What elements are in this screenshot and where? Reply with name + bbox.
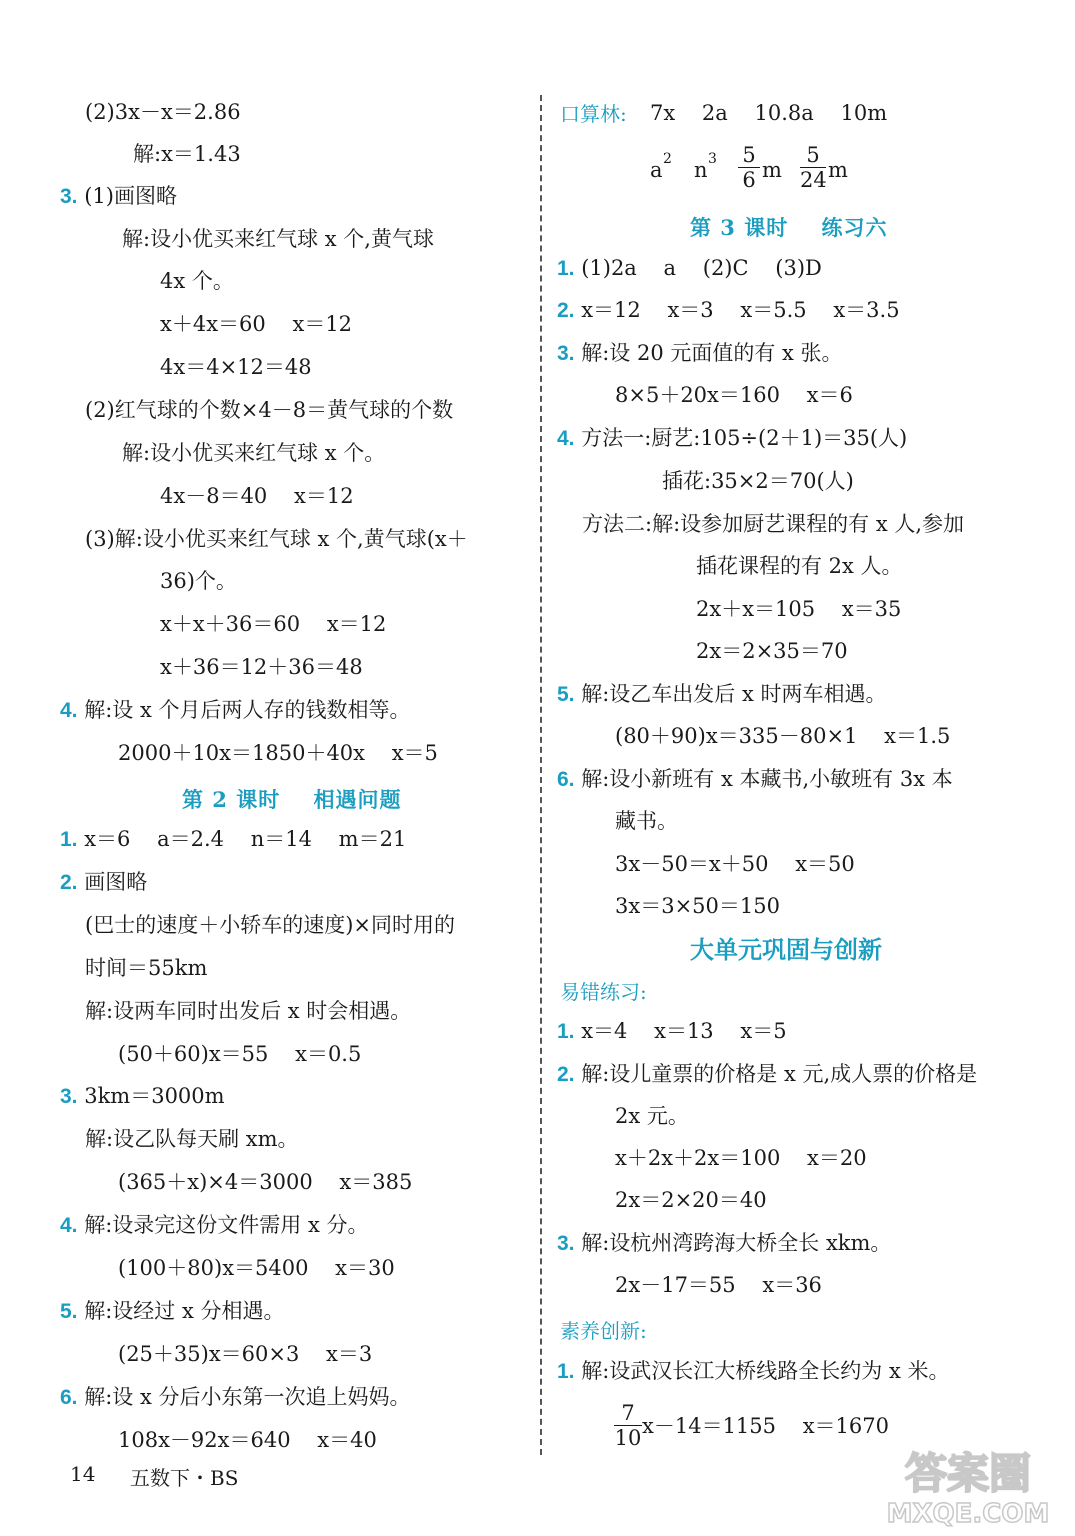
equation-line: x＋2x＋2x＝100 x＝20 <box>615 1146 867 1170</box>
math-term: n <box>694 158 708 182</box>
answer-line: 方法二:解:设参加厨艺课程的有 x 人,参加 <box>582 512 965 536</box>
answer-text: 方法一:厨艺:105÷(2＋1)＝35(人) <box>581 426 908 450</box>
math-term: a <box>650 158 663 182</box>
equation-line: 4x－8＝40 x＝12 <box>160 484 354 508</box>
equation-line: (25＋35)x＝60×3 x＝3 <box>118 1342 373 1366</box>
item-number: 1. <box>557 1020 575 1043</box>
book-label: 五数下・BS <box>130 1466 239 1490</box>
equation-line: x＋36＝12＋36＝48 <box>160 655 363 679</box>
fraction <box>800 143 826 192</box>
section-heading: 第 2 课时 相遇问题 <box>182 787 402 812</box>
equation-line: x＋4x＝60 x＝12 <box>160 312 353 336</box>
answer-line <box>60 867 147 898</box>
answer-line <box>557 1016 787 1047</box>
section-label: 素养创新: <box>560 1319 647 1343</box>
item-number: 5. <box>557 683 575 706</box>
item-number: 1. <box>60 828 78 851</box>
answer-text: 解:设儿童票的价格是 x 元,成人票的价格是 <box>581 1062 978 1086</box>
fraction-denominator: 10 <box>614 1426 642 1450</box>
fraction-numerator: 7 <box>621 1401 635 1425</box>
answer-line: 4x 个。 <box>160 269 234 293</box>
answer-line <box>557 295 900 326</box>
equation-line: 2x－17＝55 x＝36 <box>615 1273 822 1297</box>
answer-line <box>557 423 907 454</box>
answer-line: 解:设两车同时出发后 x 时会相遇。 <box>85 999 412 1023</box>
answer-line <box>60 695 410 726</box>
answer-line <box>557 338 843 369</box>
equation-line: (100＋80)x＝5400 x＝30 <box>118 1256 395 1280</box>
answer-text: 解:设 x 分后小东第一次追上妈妈。 <box>84 1385 411 1409</box>
answer-line <box>557 1059 977 1090</box>
answer-line: 解:设乙队每天刷 xm。 <box>85 1127 299 1151</box>
answer-line: 7x 2a 10.8a 10m <box>650 101 888 125</box>
answer-line <box>60 1296 284 1327</box>
svg-text:答案圈: 答案圈 <box>904 1449 1032 1498</box>
fraction <box>614 1401 642 1450</box>
item-number: 5. <box>60 1300 78 1323</box>
answer-line: 解:x＝1.43 <box>133 142 241 166</box>
item-number: 3. <box>60 185 78 208</box>
answer-line: 藏书。 <box>615 809 678 833</box>
answer-line <box>60 1210 368 1241</box>
fraction-denominator: 6 <box>738 167 760 192</box>
equation-line: 4x＝4×12＝48 <box>160 355 312 379</box>
column-divider <box>540 95 542 1455</box>
answer-line <box>557 1356 949 1387</box>
equation-line: 2x＝2×20＝40 <box>615 1188 767 1212</box>
answer-line: (2)3x－x＝2.86 <box>85 100 241 124</box>
math-term: m <box>828 158 848 182</box>
fraction <box>738 143 760 192</box>
section-label: 易错练习: <box>560 980 647 1004</box>
answer-line: (2)红气球的个数×4－8＝黄气球的个数 <box>85 398 454 422</box>
answer-text: 解:设小新班有 x 本藏书,小敏班有 3x 本 <box>581 767 953 791</box>
answer-text: 解:设武汉长江大桥线路全长约为 x 米。 <box>581 1359 950 1383</box>
answer-text: 画图略 <box>84 870 148 894</box>
answer-text: x＝12 x＝3 x＝5.5 x＝3.5 <box>581 298 900 322</box>
answer-text: x＝6 a＝2.4 n＝14 m＝21 <box>84 827 407 851</box>
answer-text: 解:设录完这份文件需用 x 分。 <box>84 1213 369 1237</box>
answer-text: 解:设 20 元面值的有 x 张。 <box>581 341 843 365</box>
equation-line: (50＋60)x＝55 x＝0.5 <box>118 1042 362 1066</box>
equation-line: x＋x＋36＝60 x＝12 <box>160 612 387 636</box>
answer-line <box>60 824 406 855</box>
item-number: 1. <box>557 257 575 280</box>
item-number: 3. <box>60 1085 78 1108</box>
answer-line: 2x 元。 <box>615 1104 689 1128</box>
equation-line: 2000＋10x＝1850＋40x x＝5 <box>118 741 438 765</box>
answer-line: 解:设小优买来红气球 x 个。 <box>122 441 386 465</box>
answer-line: 时间＝55km <box>85 956 208 980</box>
section-heading: 第 3 课时 练习六 <box>690 215 888 240</box>
item-number: 4. <box>60 1214 78 1237</box>
section-label: 口算林: <box>560 102 627 126</box>
item-number: 3. <box>557 342 575 365</box>
svg-text:MXQE.COM: MXQE.COM <box>886 1499 1050 1528</box>
math-term: m <box>762 158 782 182</box>
answer-text: (1)画图略 <box>84 184 177 208</box>
item-number: 2. <box>60 871 78 894</box>
equation-line: 8×5＋20x＝160 x＝6 <box>615 383 853 407</box>
page-number: 14 <box>70 1462 96 1486</box>
answer-line <box>60 1382 410 1413</box>
exponent: 3 <box>708 151 717 167</box>
equation-line: 2x＝2×35＝70 <box>696 639 848 663</box>
answer-line <box>557 679 886 710</box>
equation-line: x－14＝1155 x＝1670 <box>642 1414 889 1438</box>
equation-line: (80＋90)x＝335－80×1 x＝1.5 <box>615 724 951 748</box>
answer-text: x＝4 x＝13 x＝5 <box>581 1019 787 1043</box>
answer-line <box>557 1228 891 1259</box>
answer-line <box>557 253 822 284</box>
equation-line: 2x＋x＝105 x＝35 <box>696 597 902 621</box>
unit-heading: 大单元巩固与创新 <box>690 936 882 964</box>
answer-text: 解:设经过 x 分相遇。 <box>84 1299 285 1323</box>
answer-line: (巴士的速度＋小轿车的速度)×同时用的 <box>85 913 455 937</box>
fraction-numerator: 5 <box>806 143 820 167</box>
answer-line <box>60 181 177 212</box>
fraction-numerator: 5 <box>742 143 756 167</box>
answer-text: 解:设 x 个月后两人存的钱数相等。 <box>84 698 411 722</box>
answer-line <box>557 764 953 795</box>
answer-line: 36)个。 <box>160 569 237 593</box>
item-number: 4. <box>60 699 78 722</box>
answer-text: 解:设乙车出发后 x 时两车相遇。 <box>581 682 887 706</box>
answer-line: 插花:35×2＝70(人) <box>662 469 854 493</box>
item-number: 3. <box>557 1232 575 1255</box>
exponent: 2 <box>663 151 672 167</box>
item-number: 2. <box>557 1063 575 1086</box>
item-number: 6. <box>557 768 575 791</box>
answer-line <box>60 1081 225 1112</box>
answer-line: (3)解:设小优买来红气球 x 个,黄气球(x＋ <box>85 527 468 551</box>
equation-line: (365＋x)×4＝3000 x＝385 <box>118 1170 413 1194</box>
item-number: 4. <box>557 427 575 450</box>
watermark-logo <box>873 1438 1063 1528</box>
answer-text: 解:设杭州湾跨海大桥全长 xkm。 <box>581 1231 892 1255</box>
answer-line: 解:设小优买来红气球 x 个,黄气球 <box>122 227 434 251</box>
item-number: 2. <box>557 299 575 322</box>
answer-text: (1)2a a (2)C (3)D <box>581 256 822 280</box>
answer-text: 3km＝3000m <box>84 1084 225 1108</box>
equation-line: 3x－50＝x＋50 x＝50 <box>615 852 855 876</box>
item-number: 6. <box>60 1386 78 1409</box>
equation-line: 108x－92x＝640 x＝40 <box>118 1428 377 1452</box>
item-number: 1. <box>557 1360 575 1383</box>
fraction-denominator: 24 <box>800 168 827 192</box>
equation-line: 3x＝3×50＝150 <box>615 894 780 918</box>
answer-line: 插花课程的有 2x 人。 <box>696 554 903 578</box>
